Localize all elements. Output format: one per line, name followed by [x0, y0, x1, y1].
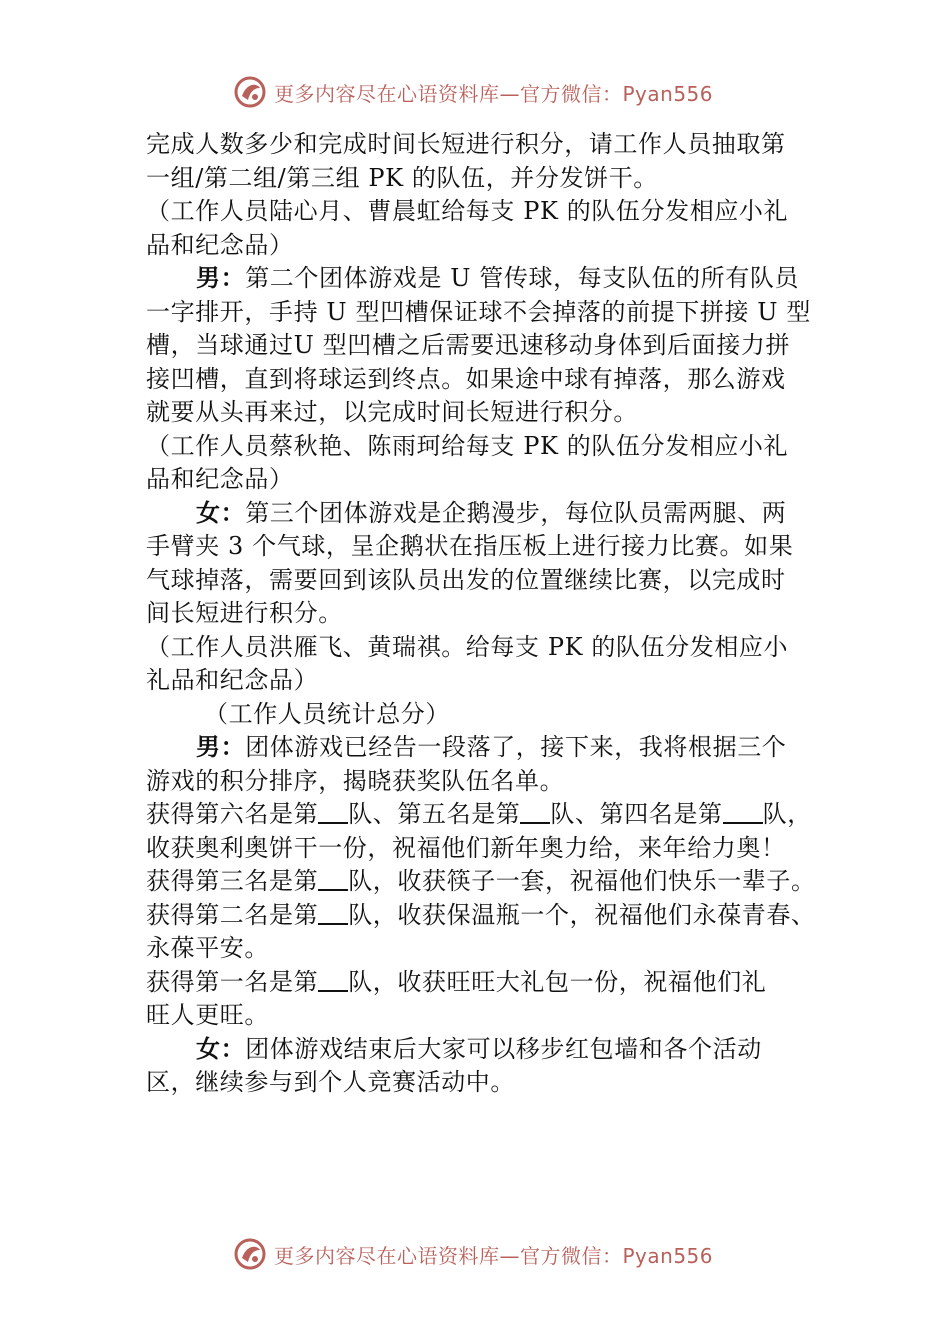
award-text: 队， — [762, 800, 812, 828]
paragraph-line: 接凹槽，直到将球运到终点。如果途中球有掉落，那么游戏 — [146, 364, 786, 393]
award-line — [146, 966, 836, 1000]
award-text: 队、第四名是第 — [550, 800, 723, 828]
paragraph-line: 游戏的积分排序，揭晓获奖队伍名单。 — [146, 766, 565, 795]
paragraph-line: 手臂夹 3 个气球，呈企鹅状在指压板上进行接力比赛。如果 — [146, 532, 794, 560]
speaker-label: 女： — [196, 1034, 246, 1063]
paragraph-line: 一字排开，手持 U 型凹槽保证球不会掉落的前提下拼接 U 型 — [146, 297, 811, 326]
paragraph-line: 槽，当球通过U 型凹槽之后需要迅速移动身体到后面接力拼 — [146, 331, 791, 359]
paragraph-line: 间长短进行积分。 — [146, 599, 343, 627]
award-text: 获得第六名是第 — [146, 800, 319, 828]
staff-note-line: （工作人员洪雁飞、黄瑞祺。给每支 PK 的队伍分发相应小 — [146, 632, 789, 661]
team-number-blank — [318, 867, 348, 891]
award-text: 获得第一名是第 — [146, 967, 319, 996]
header-watermark-banner — [232, 72, 752, 112]
paragraph-line: 区，继续参与到个人竞赛活动中。 — [146, 1068, 515, 1096]
staff-note-line: （工作人员蔡秋艳、陈雨珂给每支 PK 的队伍分发相应小礼 — [146, 431, 789, 460]
banner-text: 更多内容尽在心语资料库—官方微信：Pyan556 — [274, 81, 714, 106]
award-line — [146, 798, 836, 832]
speaker-label: 男： — [196, 264, 246, 292]
staff-note-line: （工作人员陆心月、曹晨虹给每支 PK 的队伍分发相应小礼 — [146, 197, 789, 225]
speaker-label: 女： — [196, 498, 246, 527]
award-text: 队，收获旺旺大礼包一份，祝福他们礼 — [348, 967, 767, 996]
paragraph-line: 完成人数多少和完成时间长短进行积分，请工作人员抽取第 — [146, 130, 786, 158]
award-text: 获得第三名是第 — [146, 867, 319, 895]
team-number-blank — [520, 800, 550, 824]
award-text: 获得第二名是第 — [146, 900, 319, 929]
award-line — [146, 865, 836, 899]
award-text: 队、第五名是第 — [348, 800, 521, 828]
paragraph-line: 一组/第二组/第三组 PK 的队伍，并分发饼干。 — [146, 163, 658, 192]
document-body — [146, 128, 836, 1100]
team-number-blank — [723, 800, 763, 824]
award-line — [146, 899, 836, 933]
paragraph-line: 收获奥利奥饼干一份，祝福他们新年奥力给，来年给力奥！ — [146, 833, 786, 862]
brand-logo-icon — [232, 1236, 268, 1272]
speaker-text: 第二个团体游戏是 U 管传球，每支队伍的所有队员 — [245, 264, 800, 292]
team-number-blank — [318, 800, 348, 824]
staff-note-line: 品和纪念品） — [146, 465, 294, 493]
staff-note-line: 品和纪念品） — [146, 230, 294, 259]
speaker-text: 团体游戏结束后大家可以移步红包墙和各个活动 — [245, 1034, 762, 1063]
brand-logo-icon — [232, 74, 268, 110]
paragraph-line: 永葆平安。 — [146, 934, 269, 962]
paragraph-line: 气球掉落，需要回到该队员出发的位置继续比赛，以完成时 — [146, 565, 786, 594]
staff-note-line: （工作人员统计总分） — [204, 699, 450, 728]
paragraph-line: 旺人更旺。 — [146, 1001, 269, 1029]
banner-text: 更多内容尽在心语资料库—官方微信：Pyan556 — [274, 1243, 714, 1268]
speaker-line — [146, 262, 836, 296]
staff-note-line: 礼品和纪念品） — [146, 666, 319, 694]
speaker-text: 团体游戏已经告一段落了，接下来，我将根据三个 — [245, 733, 787, 761]
award-text: 队，收获筷子一套，祝福他们快乐一辈子。 — [348, 867, 816, 895]
team-number-blank — [318, 968, 348, 992]
team-number-blank — [318, 901, 348, 925]
award-text: 队，收获保温瓶一个，祝福他们永葆青春、 — [348, 900, 816, 929]
speaker-line — [146, 497, 836, 531]
speaker-text: 第三个团体游戏是企鹅漫步，每位队员需两腿、两 — [245, 498, 787, 527]
speaker-line — [146, 1033, 836, 1067]
speaker-line — [146, 731, 836, 765]
speaker-label: 男： — [196, 733, 246, 761]
footer-watermark-banner — [232, 1234, 752, 1274]
paragraph-line: 就要从头再来过，以完成时间长短进行积分。 — [146, 398, 638, 426]
